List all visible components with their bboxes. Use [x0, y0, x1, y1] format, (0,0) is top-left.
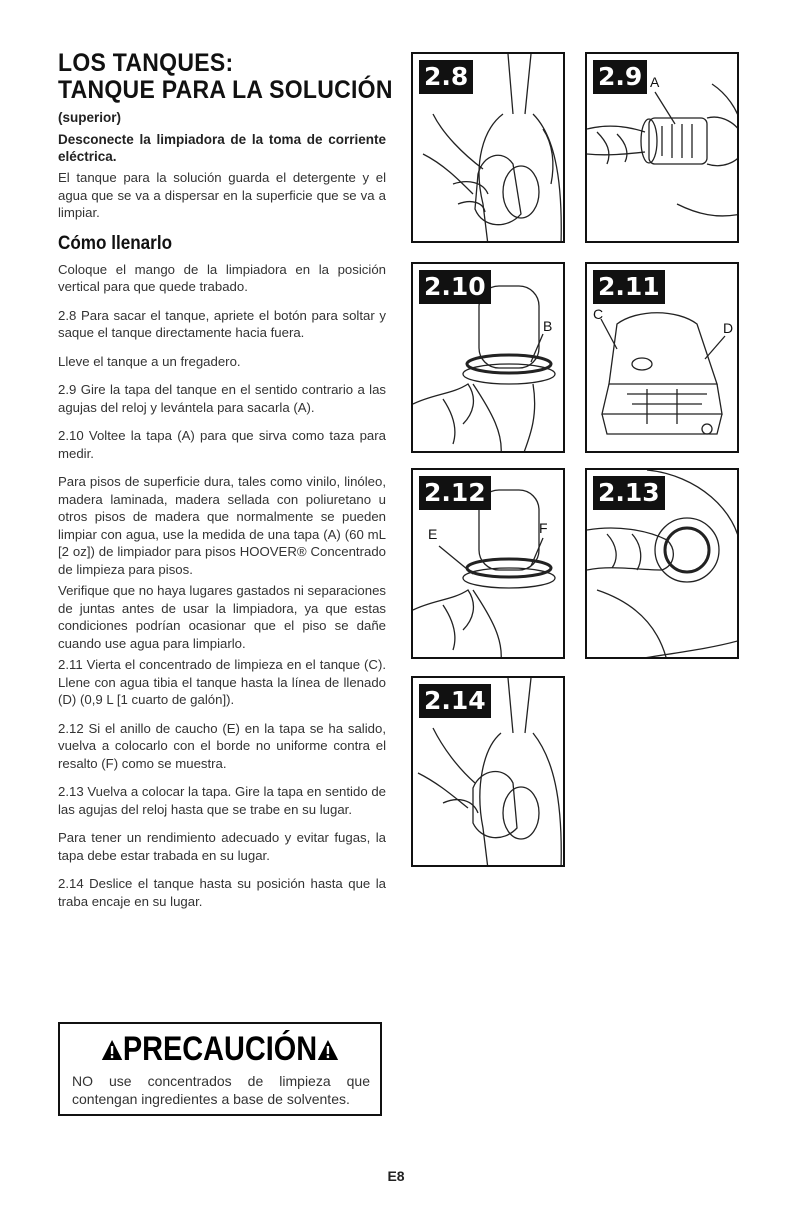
- figure-label: 2.12: [419, 476, 491, 510]
- figure-label: 2.9: [593, 60, 647, 94]
- paragraph: Para pisos de superficie dura, tales como vinilo, linóleo, madera laminada, madera sellada con poliuretano u otros pisos de madera que normalmente se pueden limpiar con agua, use la medida de una tapa (A) (60 mL [2 oz]) de limpiador para pisos HOOVER® Concentrado de limpieza para pisos.: [58, 474, 386, 577]
- callout-d: D: [723, 320, 734, 336]
- figure-2-10: [411, 262, 565, 453]
- figure-label: 2.8: [419, 60, 473, 94]
- subtitle: (superior): [58, 110, 122, 125]
- callout-a: A: [650, 74, 660, 90]
- paragraph: Para tener un rendimiento adecuado y evitar fugas, la tapa debe estar trabada en su lugar.: [58, 830, 386, 863]
- paragraph: Lleve el tanque a un fregadero.: [58, 353, 241, 369]
- text-column: [58, 49, 393, 921]
- warning-triangle-icon: [101, 1039, 123, 1061]
- figure-2-9: [585, 52, 739, 243]
- warning-triangle-icon: [317, 1039, 339, 1061]
- caution-box: [58, 1022, 382, 1116]
- callout-e: E: [428, 526, 438, 542]
- callout-b: B: [543, 318, 553, 334]
- page-title-line2: TANQUE PARA LA SOLUCIÓN: [58, 76, 393, 104]
- callout-c: C: [593, 306, 604, 322]
- figure-label: 2.13: [593, 476, 665, 510]
- paragraph: Verifique que no haya lugares gastados ni separaciones de juntas antes de usar la limpiadora, ya que estas condiciones podrían ocasionar que el piso se dañe cuando use agua para limpiarlo.: [58, 583, 386, 651]
- page-number: E8: [387, 1168, 405, 1184]
- page-title-line1: LOS TANQUES:: [58, 49, 234, 77]
- paragraph: 2.10 Voltee la tapa (A) para que sirva como taza para medir.: [58, 428, 386, 461]
- figure-2-12: [411, 468, 565, 659]
- figure-label: 2.14: [419, 684, 491, 718]
- figure-2-14: [411, 676, 565, 867]
- paragraph: Coloque el mango de la limpiadora en la posición vertical para que quede trabado.: [58, 261, 386, 294]
- paragraph: 2.11 Vierta el concentrado de limpieza en el tanque (C). Llene con agua tibia el tanque hasta la línea de llenado (D) (0,9 L [1 cuarto de galón]).: [58, 657, 386, 707]
- paragraph: 2.12 Si el anillo de caucho (E) en la tapa se ha salido, vuelva a colocarlo con el borde no uniforme contra el resalto (F) como se muestra.: [58, 720, 386, 771]
- paragraph: 2.9 Gire la tapa del tanque en el sentido contrario a las agujas del reloj y levántela para sacarla (A).: [58, 382, 386, 415]
- caution-title-row: [84, 1030, 356, 1068]
- caution-text: NO use concentrados de limpieza que contengan ingredientes a base de solventes.: [72, 1073, 370, 1107]
- caution-title: PRECAUCIÓN: [122, 1030, 318, 1068]
- figure-label: 2.11: [593, 270, 665, 304]
- section-heading: Cómo llenarlo: [58, 232, 173, 254]
- figure-2-11: [585, 262, 739, 453]
- intro-paragraph: El tanque para la solución guarda el detergente y el agua que se va a dispersar en la superficie que se va a limpiar.: [58, 170, 386, 220]
- figure-2-13: [585, 468, 739, 659]
- callout-f: F: [539, 520, 548, 536]
- figure-label: 2.10: [419, 270, 491, 304]
- paragraph: 2.8 Para sacar el tanque, apriete el botón para soltar y saque el tanque directamente hacia fuera.: [58, 307, 386, 340]
- figure-2-8: [411, 52, 565, 243]
- disconnect-warning: Desconecte la limpiadora de la toma de corriente eléctrica.: [58, 132, 386, 164]
- paragraph: 2.14 Deslice el tanque hasta su posición hasta que la traba encaje en su lugar.: [58, 876, 386, 909]
- paragraph: 2.13 Vuelva a colocar la tapa. Gire la tapa en sentido de las agujas del reloj hasta que se trabe en su lugar.: [58, 784, 386, 817]
